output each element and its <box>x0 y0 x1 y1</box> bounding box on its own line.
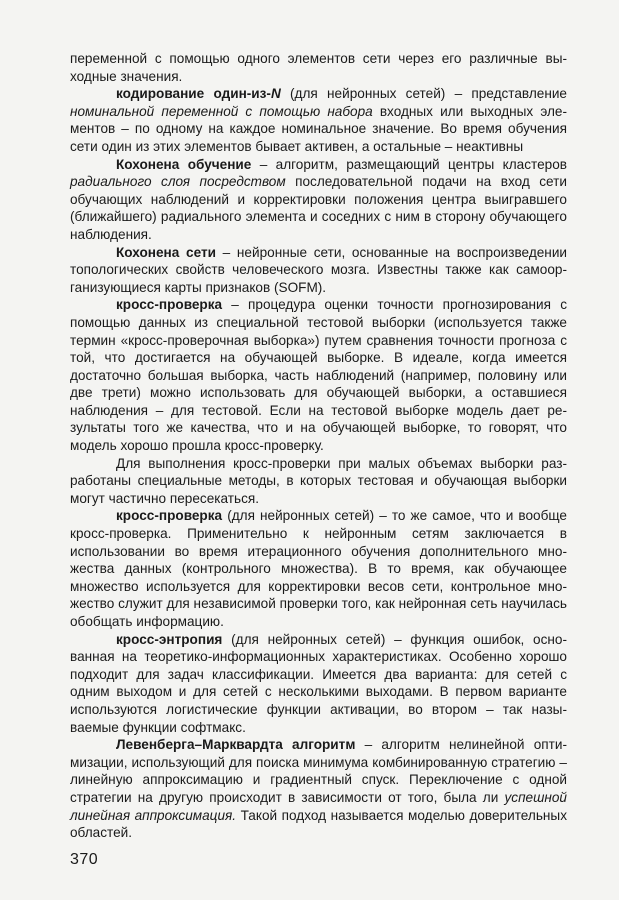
term-run: успешной линейная аппроксимация. <box>70 789 567 823</box>
paragraph <box>70 507 567 630</box>
term-run: кросс-энтропия <box>116 631 223 647</box>
paragraph <box>70 736 567 842</box>
paragraph <box>70 50 567 85</box>
term-run: радиального слоя посредством <box>70 174 286 190</box>
term-run: Кохонена обучение <box>116 156 252 172</box>
term-run: Кохонена сети <box>116 244 216 260</box>
text-run: – процедура оценки точности прогнозирования с помощью данных из специальной тестовой выборки (используется также термин «кросс-проверочная выборка») путем сравнения точности прогноза с той, что достигается на обучающей выборке. В идеале, когда имеется достаточно большая выборка, часть наблюдений (например, половину или две трети) можно использовать для обучающей выборки, а оставшиеся наблюдения – для тестовой. Если на тестовой выборке модель дает результаты того же качества, что и на обучающей выборке, то говорят, что модель хорошо прошла кросс-проверку. <box>70 297 567 454</box>
term-run: номинальной переменной с помощью набора <box>70 103 373 119</box>
text-run: – алгоритм, размещающий центры кластеров <box>251 156 567 172</box>
paragraph <box>70 85 567 155</box>
paragraph <box>70 455 567 508</box>
text-run: входных или выходных элементов – по одному на каждое номинальное значение. Во время обучения сети один из этих элементов бывает активен, а остальные – неактивны <box>70 103 567 154</box>
text-run: (для нейронных сетей) – то же самое, что и вообще кросс-проверка. Применительно к нейронным сетям заключается в использовании во время итерационного обучения дополнительного множества данных (контрольного множества). В то время, как обучающее множество используется для корректировки весов сети, контрольное множество служит для независимой проверки того, как нейронная сеть научилась обобщать информацию. <box>70 508 567 629</box>
term-run: кодирование один-из- <box>116 86 271 102</box>
text-run: (для нейронных сетей) – представление <box>280 86 567 102</box>
paragraph <box>70 296 567 454</box>
term-run: кросс-проверка <box>116 297 223 313</box>
glossary-text <box>70 50 567 842</box>
page-number: 370 <box>70 851 99 868</box>
text-run: – нейронные сети, основанные на воспроизведении топологических свойств человеческого мозга. Известны также как самоорганизующиеся карты признаков (SOFM). <box>70 244 567 295</box>
term-run: кросс-проверка <box>116 508 223 524</box>
text-run: (для нейронных сетей) – функция ошибок, основанная на теоретико-информационных характеристиках. Особенно хорошо подходит для задач классификации. Имеется два варианта: для сетей с одним выходом и для сетей с несколькими выходами. В первом варианте используются логистические функции активации, во втором – так называемые функции софтмакс. <box>70 631 567 735</box>
text-run: переменной с помощью одного элементов сети через его различные выходные значения. <box>70 51 567 84</box>
term-run: N <box>270 86 281 102</box>
paragraph <box>70 156 567 244</box>
text-run: Для выполнения кросс-проверки при малых объемах выборки разработаны специальные методы, в которых тестовая и обучающая выборки могут частично пересекаться. <box>70 455 567 506</box>
paragraph <box>70 244 567 297</box>
paragraph <box>70 631 567 737</box>
term-run: Левенберга–Марквардта алгоритм <box>116 737 356 753</box>
text-run: последовательной подачи на вход сети обучающих наблюдений и корректировки положения центра выигравшего (ближайшего) радиального элемента и соседних с ним в сторону обучающего наблюдения. <box>70 174 567 242</box>
text-run: Такой подход называется моделью доверительных областей. <box>70 807 567 841</box>
text-run: – алгоритм нелинейной оптимизации, использующий для поиска минимума комбинированную стратегию – линейную аппроксимацию и градиентный спуск. Переключение с одной стратегии на другую происходит в зависимости от того, была ли <box>70 737 567 805</box>
